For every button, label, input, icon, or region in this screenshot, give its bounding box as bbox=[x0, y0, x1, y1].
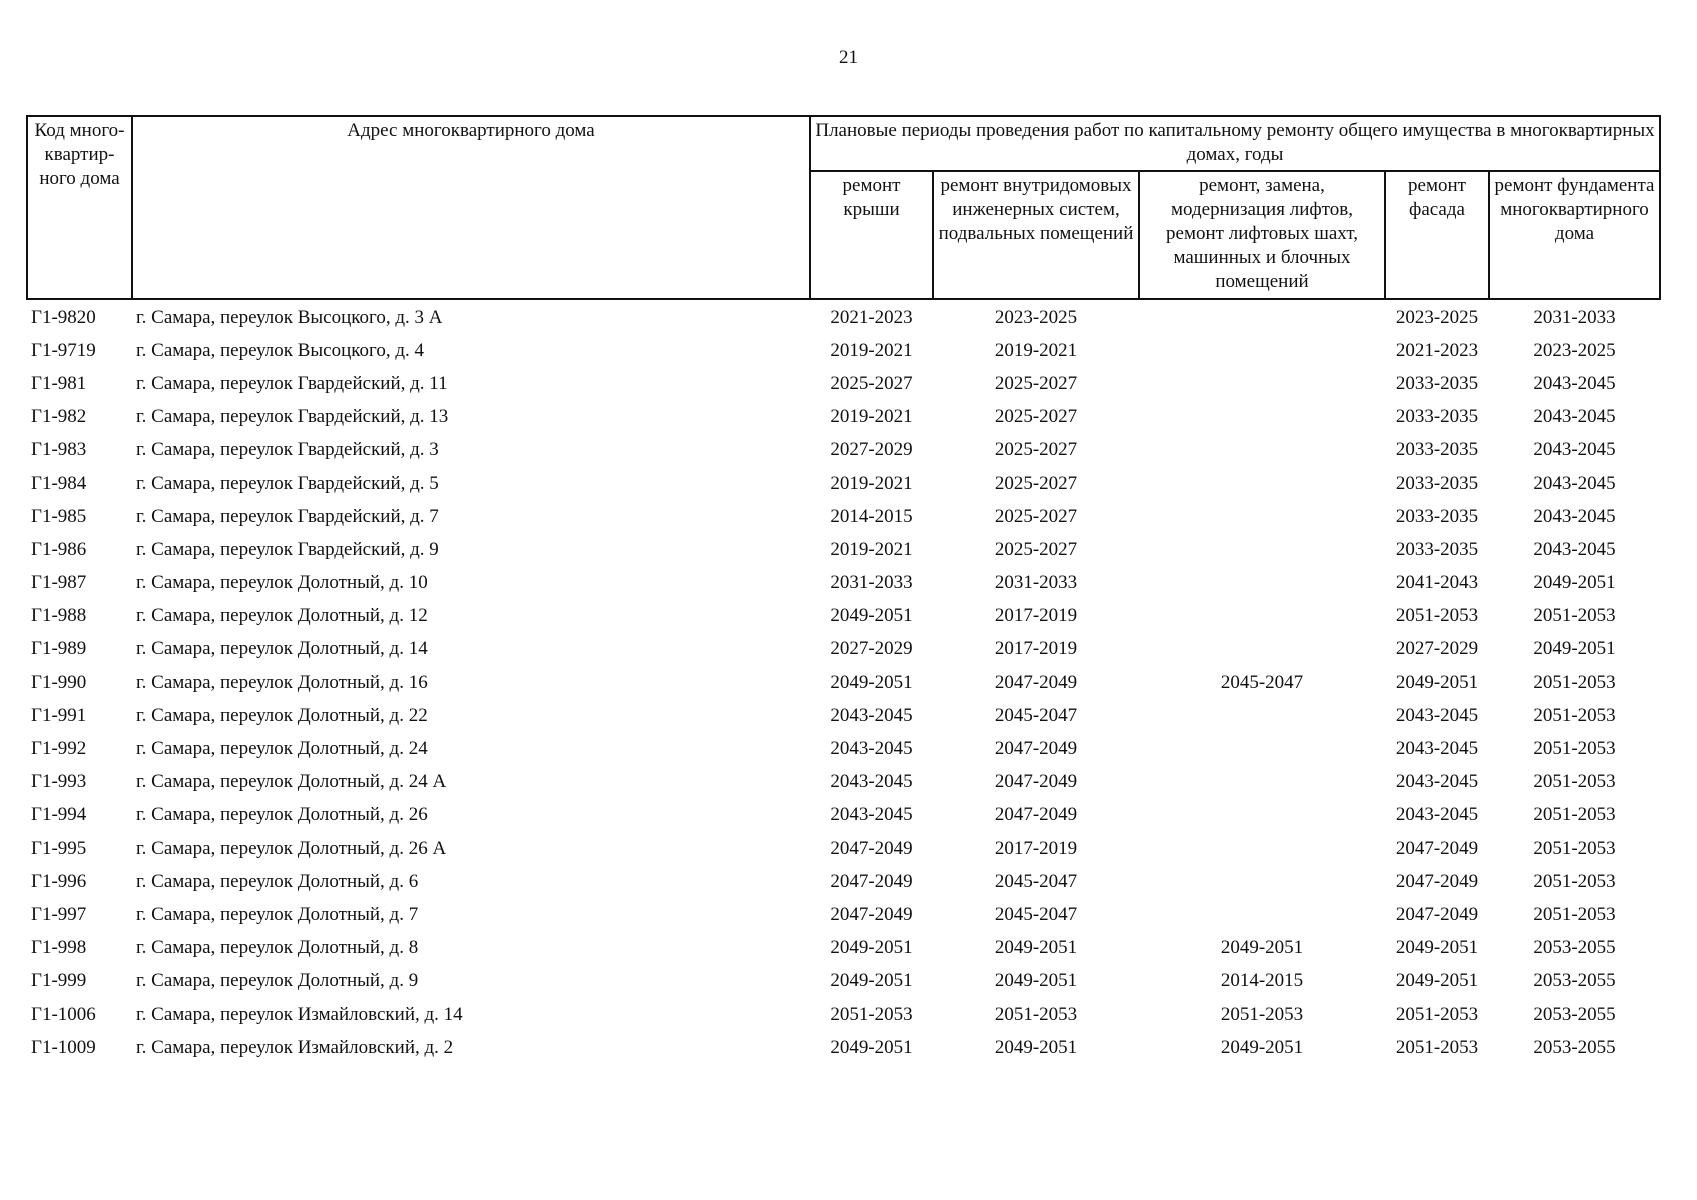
cell-systems: 2017-2019 bbox=[994, 638, 1078, 660]
cell-code: Г1-986 bbox=[31, 538, 87, 560]
cell-foundation: 2051-2053 bbox=[1533, 605, 1616, 627]
cell-code: Г1-993 bbox=[31, 771, 87, 793]
header-periods-group: Плановые периоды проведения работ по капитальному ремонту общего имущества в многоквартирных домах, годы bbox=[810, 116, 1660, 171]
cell-facade: 2033-2035 bbox=[1395, 472, 1479, 494]
cell-address: г. Самара, переулок Гвардейский, д. 3 bbox=[136, 439, 439, 461]
cell-systems: 2047-2049 bbox=[994, 771, 1078, 793]
table-row bbox=[27, 334, 1660, 367]
table-row bbox=[27, 600, 1660, 633]
cell-facade: 2033-2035 bbox=[1395, 406, 1479, 428]
cell-facade: 2051-2053 bbox=[1395, 605, 1479, 627]
cell-systems: 2049-2051 bbox=[994, 970, 1078, 992]
cell-address: г. Самара, переулок Гвардейский, д. 5 bbox=[136, 472, 439, 494]
cell-code: Г1-1009 bbox=[31, 1036, 96, 1058]
cell-lifts: 2045-2047 bbox=[1220, 671, 1304, 693]
cell-code: Г1-9719 bbox=[31, 339, 96, 361]
cell-roof: 2019-2021 bbox=[830, 406, 913, 428]
cell-lifts bbox=[1139, 500, 1385, 533]
cell-code: Г1-996 bbox=[31, 870, 87, 892]
table-row bbox=[27, 666, 1660, 699]
cell-roof: 2049-2051 bbox=[830, 605, 913, 627]
cell-facade: 2033-2035 bbox=[1395, 538, 1479, 560]
cell-roof: 2043-2045 bbox=[830, 704, 913, 726]
cell-code: Г1-995 bbox=[31, 837, 87, 859]
header-lifts: ремонт, замена, модернизация лифтов, ремонт лифтовых шахт, машинных и блочных помещений bbox=[1139, 171, 1385, 299]
table-row bbox=[27, 633, 1660, 666]
cell-address: г. Самара, переулок Долотный, д. 24 bbox=[136, 738, 428, 760]
cell-foundation: 2043-2045 bbox=[1533, 406, 1616, 428]
header-code: Код много-квартир-ного дома bbox=[27, 116, 132, 299]
cell-lifts bbox=[1139, 699, 1385, 732]
header-foundation: ремонт фундамента многоквартирного дома bbox=[1489, 171, 1660, 299]
cell-systems: 2045-2047 bbox=[994, 870, 1078, 892]
cell-roof: 2019-2021 bbox=[830, 472, 913, 494]
cell-address: г. Самара, переулок Долотный, д. 22 bbox=[136, 704, 428, 726]
cell-roof: 2025-2027 bbox=[830, 372, 913, 394]
cell-systems: 2025-2027 bbox=[994, 472, 1078, 494]
header-address: Адрес многоквартирного дома bbox=[132, 116, 810, 299]
page-number: 21 bbox=[839, 47, 858, 68]
table-row bbox=[27, 401, 1660, 434]
cell-foundation: 2043-2045 bbox=[1533, 439, 1616, 461]
cell-lifts bbox=[1139, 766, 1385, 799]
cell-roof: 2049-2051 bbox=[830, 970, 913, 992]
cell-lifts: 2051-2053 bbox=[1220, 1003, 1304, 1025]
table-row bbox=[27, 998, 1660, 1031]
cell-foundation: 2043-2045 bbox=[1533, 472, 1616, 494]
cell-address: г. Самара, переулок Долотный, д. 7 bbox=[136, 903, 419, 925]
cell-foundation: 2043-2045 bbox=[1533, 538, 1616, 560]
cell-foundation: 2051-2053 bbox=[1533, 804, 1616, 826]
cell-address: г. Самара, переулок Измайловский, д. 14 bbox=[136, 1003, 463, 1025]
cell-code: Г1-997 bbox=[31, 903, 87, 925]
cell-facade: 2033-2035 bbox=[1395, 505, 1479, 527]
cell-roof: 2047-2049 bbox=[830, 870, 913, 892]
cell-code: Г1-982 bbox=[31, 406, 87, 428]
cell-foundation: 2051-2053 bbox=[1533, 903, 1616, 925]
cell-address: г. Самара, переулок Долотный, д. 12 bbox=[136, 605, 428, 627]
table-row bbox=[27, 699, 1660, 732]
cell-address: г. Самара, переулок Долотный, д. 26 bbox=[136, 804, 428, 826]
cell-systems: 2017-2019 bbox=[994, 837, 1078, 859]
cell-lifts bbox=[1139, 633, 1385, 666]
cell-address: г. Самара, переулок Долотный, д. 10 bbox=[136, 572, 428, 594]
cell-roof: 2014-2015 bbox=[830, 505, 913, 527]
cell-code: Г1-991 bbox=[31, 704, 87, 726]
table-row bbox=[27, 732, 1660, 765]
cell-foundation: 2053-2055 bbox=[1533, 937, 1616, 959]
cell-lifts bbox=[1139, 567, 1385, 600]
cell-roof: 2027-2029 bbox=[830, 638, 913, 660]
table-row bbox=[27, 898, 1660, 931]
cell-roof: 2051-2053 bbox=[830, 1003, 913, 1025]
cell-facade: 2047-2049 bbox=[1395, 870, 1479, 892]
cell-address: г. Самара, переулок Долотный, д. 26 А bbox=[136, 837, 447, 859]
cell-roof: 2043-2045 bbox=[830, 771, 913, 793]
cell-systems: 2025-2027 bbox=[994, 439, 1078, 461]
cell-code: Г1-9820 bbox=[31, 306, 96, 328]
cell-roof: 2031-2033 bbox=[830, 572, 913, 594]
cell-address: г. Самара, переулок Долотный, д. 24 А bbox=[136, 771, 447, 793]
cell-code: Г1-999 bbox=[31, 970, 87, 992]
cell-facade: 2043-2045 bbox=[1395, 704, 1479, 726]
cell-foundation: 2051-2053 bbox=[1533, 671, 1616, 693]
cell-address: г. Самара, переулок Гвардейский, д. 7 bbox=[136, 505, 439, 527]
cell-facade: 2033-2035 bbox=[1395, 439, 1479, 461]
cell-code: Г1-998 bbox=[31, 937, 87, 959]
cell-systems: 2049-2051 bbox=[994, 1036, 1078, 1058]
cell-facade: 2043-2045 bbox=[1395, 738, 1479, 760]
cell-facade: 2043-2045 bbox=[1395, 771, 1479, 793]
cell-facade: 2023-2025 bbox=[1395, 306, 1479, 328]
cell-systems: 2049-2051 bbox=[994, 937, 1078, 959]
cell-lifts bbox=[1139, 334, 1385, 367]
cell-roof: 2019-2021 bbox=[830, 339, 913, 361]
cell-systems: 2051-2053 bbox=[994, 1003, 1078, 1025]
cell-foundation: 2053-2055 bbox=[1533, 1036, 1616, 1058]
table-row bbox=[27, 467, 1660, 500]
cell-foundation: 2051-2053 bbox=[1533, 771, 1616, 793]
cell-lifts bbox=[1139, 299, 1385, 334]
cell-code: Г1-992 bbox=[31, 738, 87, 760]
cell-code: Г1-988 bbox=[31, 605, 87, 627]
table-row bbox=[27, 500, 1660, 533]
cell-foundation: 2051-2053 bbox=[1533, 837, 1616, 859]
cell-address: г. Самара, переулок Гвардейский, д. 11 bbox=[136, 372, 448, 394]
cell-facade: 2043-2045 bbox=[1395, 804, 1479, 826]
cell-systems: 2023-2025 bbox=[994, 306, 1078, 328]
cell-roof: 2049-2051 bbox=[830, 1036, 913, 1058]
table-row bbox=[27, 832, 1660, 865]
cell-lifts bbox=[1139, 367, 1385, 400]
cell-lifts bbox=[1139, 600, 1385, 633]
cell-systems: 2047-2049 bbox=[994, 804, 1078, 826]
cell-foundation: 2043-2045 bbox=[1533, 372, 1616, 394]
cell-facade: 2049-2051 bbox=[1395, 937, 1479, 959]
cell-lifts bbox=[1139, 533, 1385, 566]
cell-facade: 2033-2035 bbox=[1395, 372, 1479, 394]
table-row bbox=[27, 1031, 1660, 1064]
cell-systems: 2045-2047 bbox=[994, 903, 1078, 925]
table-header bbox=[27, 116, 1660, 299]
cell-lifts bbox=[1139, 732, 1385, 765]
cell-systems: 2031-2033 bbox=[994, 572, 1078, 594]
cell-lifts bbox=[1139, 832, 1385, 865]
cell-roof: 2043-2045 bbox=[830, 804, 913, 826]
cell-foundation: 2053-2055 bbox=[1533, 970, 1616, 992]
cell-lifts bbox=[1139, 467, 1385, 500]
cell-systems: 2025-2027 bbox=[994, 538, 1078, 560]
cell-foundation: 2049-2051 bbox=[1533, 638, 1616, 660]
cell-systems: 2025-2027 bbox=[994, 372, 1078, 394]
cell-code: Г1-985 bbox=[31, 505, 87, 527]
cell-foundation: 2043-2045 bbox=[1533, 505, 1616, 527]
cell-facade: 2049-2051 bbox=[1395, 970, 1479, 992]
header-facade: ремонт фасада bbox=[1385, 171, 1489, 299]
table-row bbox=[27, 567, 1660, 600]
cell-code: Г1-983 bbox=[31, 439, 87, 461]
cell-code: Г1-981 bbox=[31, 372, 87, 394]
cell-lifts bbox=[1139, 799, 1385, 832]
cell-foundation: 2051-2053 bbox=[1533, 870, 1616, 892]
table-row bbox=[27, 965, 1660, 998]
cell-systems: 2017-2019 bbox=[994, 605, 1078, 627]
cell-lifts bbox=[1139, 434, 1385, 467]
cell-address: г. Самара, переулок Гвардейский, д. 9 bbox=[136, 538, 439, 560]
cell-roof: 2047-2049 bbox=[830, 837, 913, 859]
cell-code: Г1-984 bbox=[31, 472, 87, 494]
cell-roof: 2049-2051 bbox=[830, 671, 913, 693]
cell-foundation: 2051-2053 bbox=[1533, 738, 1616, 760]
cell-roof: 2027-2029 bbox=[830, 439, 913, 461]
cell-lifts bbox=[1139, 401, 1385, 434]
cell-code: Г1-990 bbox=[31, 671, 87, 693]
cell-address: г. Самара, переулок Высоцкого, д. 4 bbox=[136, 339, 424, 361]
cell-roof: 2047-2049 bbox=[830, 903, 913, 925]
table-body bbox=[27, 299, 1660, 1064]
cell-roof: 2019-2021 bbox=[830, 538, 913, 560]
cell-foundation: 2031-2033 bbox=[1533, 306, 1616, 328]
cell-facade: 2041-2043 bbox=[1395, 572, 1479, 594]
cell-facade: 2027-2029 bbox=[1395, 638, 1479, 660]
cell-lifts: 2049-2051 bbox=[1220, 1036, 1304, 1058]
cell-address: г. Самара, переулок Долотный, д. 9 bbox=[136, 970, 419, 992]
cell-facade: 2047-2049 bbox=[1395, 837, 1479, 859]
cell-systems: 2047-2049 bbox=[994, 738, 1078, 760]
cell-address: г. Самара, переулок Измайловский, д. 2 bbox=[136, 1036, 454, 1058]
cell-roof: 2043-2045 bbox=[830, 738, 913, 760]
cell-roof: 2021-2023 bbox=[830, 306, 913, 328]
table-row bbox=[27, 932, 1660, 965]
cell-address: г. Самара, переулок Долотный, д. 14 bbox=[136, 638, 428, 660]
table-row bbox=[27, 533, 1660, 566]
cell-lifts bbox=[1139, 898, 1385, 931]
table-row bbox=[27, 299, 1660, 334]
cell-code: Г1-989 bbox=[31, 638, 87, 660]
cell-code: Г1-987 bbox=[31, 572, 87, 594]
table-row bbox=[27, 434, 1660, 467]
cell-systems: 2019-2021 bbox=[994, 339, 1078, 361]
cell-systems: 2025-2027 bbox=[994, 406, 1078, 428]
cell-address: г. Самара, переулок Высоцкого, д. 3 А bbox=[136, 306, 443, 328]
table-row bbox=[27, 367, 1660, 400]
cell-foundation: 2051-2053 bbox=[1533, 704, 1616, 726]
cell-lifts: 2014-2015 bbox=[1220, 970, 1304, 992]
cell-foundation: 2053-2055 bbox=[1533, 1003, 1616, 1025]
cell-address: г. Самара, переулок Долотный, д. 8 bbox=[136, 937, 419, 959]
cell-foundation: 2049-2051 bbox=[1533, 572, 1616, 594]
table-row bbox=[27, 799, 1660, 832]
cell-lifts bbox=[1139, 865, 1385, 898]
cell-facade: 2051-2053 bbox=[1395, 1003, 1479, 1025]
cell-address: г. Самара, переулок Долотный, д. 16 bbox=[136, 671, 428, 693]
cell-facade: 2047-2049 bbox=[1395, 903, 1479, 925]
cell-address: г. Самара, переулок Гвардейский, д. 13 bbox=[136, 406, 449, 428]
cell-systems: 2047-2049 bbox=[994, 671, 1078, 693]
cell-systems: 2045-2047 bbox=[994, 704, 1078, 726]
cell-facade: 2021-2023 bbox=[1395, 339, 1479, 361]
cell-code: Г1-1006 bbox=[31, 1003, 96, 1025]
header-roof: ремонт крыши bbox=[810, 171, 933, 299]
table-row bbox=[27, 865, 1660, 898]
cell-lifts: 2049-2051 bbox=[1220, 937, 1304, 959]
cell-address: г. Самара, переулок Долотный, д. 6 bbox=[136, 870, 419, 892]
cell-foundation: 2023-2025 bbox=[1533, 339, 1616, 361]
cell-facade: 2049-2051 bbox=[1395, 671, 1479, 693]
cell-code: Г1-994 bbox=[31, 804, 87, 826]
cell-facade: 2051-2053 bbox=[1395, 1036, 1479, 1058]
cell-roof: 2049-2051 bbox=[830, 937, 913, 959]
cell-systems: 2025-2027 bbox=[994, 505, 1078, 527]
header-systems: ремонт внутридомовых инженерных систем, подвальных помещений bbox=[933, 171, 1139, 299]
repair-schedule-table bbox=[26, 115, 1661, 1064]
table-row bbox=[27, 766, 1660, 799]
